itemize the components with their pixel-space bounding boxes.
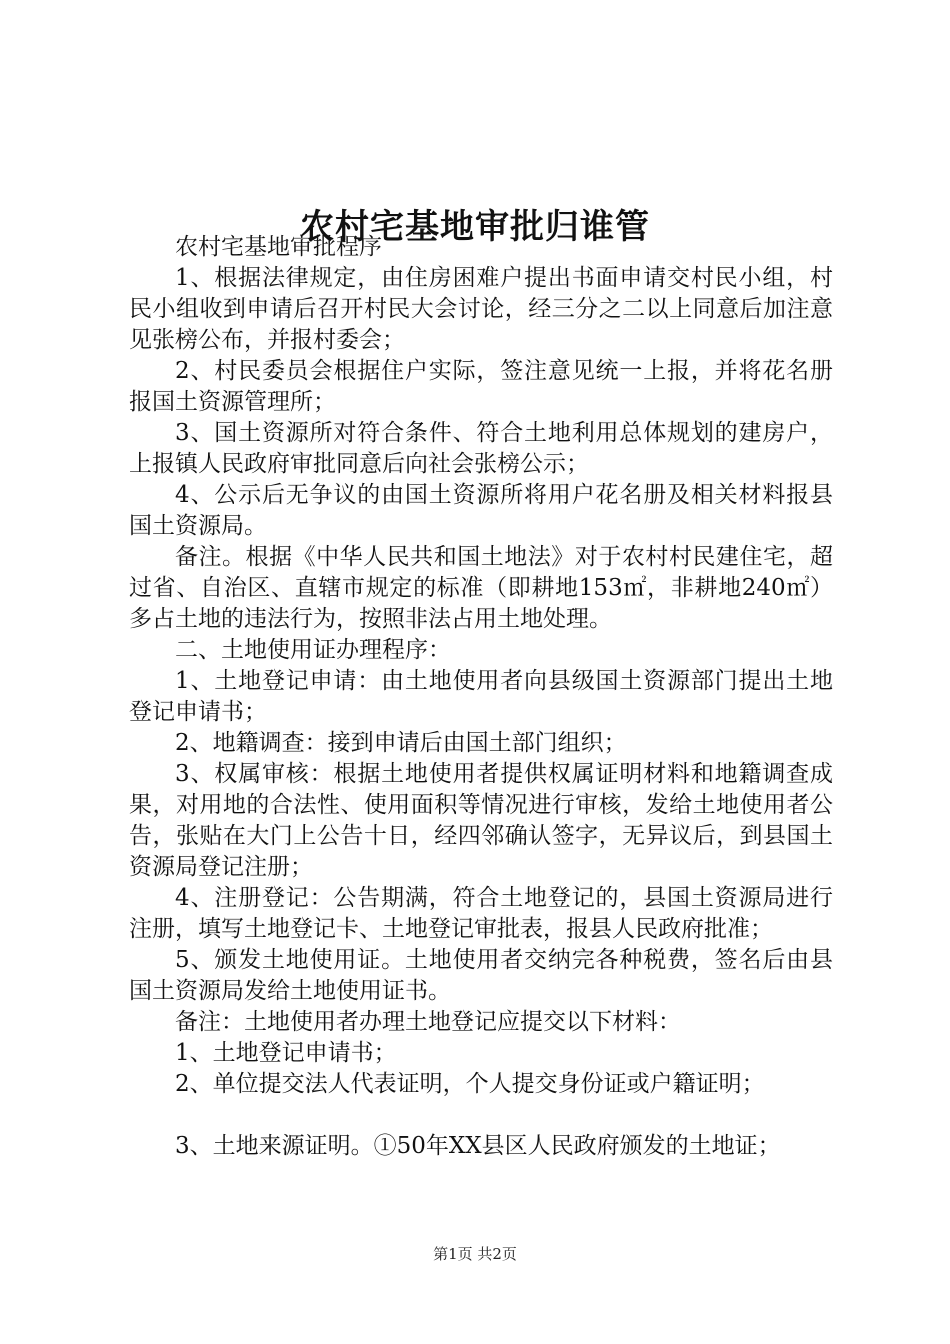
document-body <box>129 232 833 1162</box>
paragraph-cert-step-3: 3、权属审核：根据土地使用者提供权属证明材料和地籍调查成果，对用地的合法性、使用面积等情况进行审核，发给土地使用者公告，张贴在大门上公告十日，经四邻确认签字，无异议后，到县国土资源局登记注册； <box>129 761 833 880</box>
paragraph-cert-step-4: 4、注册登记：公告期满，符合土地登记的，县国土资源局进行注册，填写土地登记卡、土地登记审批表，报县人民政府批准； <box>129 885 833 942</box>
paragraph-materials-note: 备注：土地使用者办理土地登记应提交以下材料： <box>175 1009 681 1035</box>
paragraph-cert-step-5: 5、颁发土地使用证。土地使用者交纳完各种税费，签名后由县国土资源局发给土地使用证书。 <box>129 947 833 1004</box>
paragraph-section-heading: 农村宅基地审批程序 <box>175 234 382 260</box>
paragraph-step-1: 1、根据法律规定，由住房困难户提出书面申请交村民小组，村民小组收到申请后召开村民大会讨论，经三分之二以上同意后加注意见张榜公布，并报村委会； <box>129 265 833 353</box>
document-title: 农村宅基地审批归谁管 <box>300 206 650 247</box>
paragraph-note: 备注。根据《中华人民共和国土地法》对于农村村民建住宅，超过省、自治区、直辖市规定的标准（即耕地153㎡，非耕地240㎡）多占土地的违法行为，按照非法占用土地处理。 <box>129 544 833 632</box>
paragraph-material-2: 2、单位提交法人代表证明，个人提交身份证或户籍证明； <box>175 1071 765 1097</box>
paragraph-step-2: 2、村民委员会根据住户实际，签注意见统一上报，并将花名册报国土资源管理所； <box>129 358 833 415</box>
paragraph-cert-step-1: 1、土地登记申请：由土地使用者向县级国土资源部门提出土地登记申请书； <box>129 668 833 725</box>
paragraph-subsection-heading: 二、土地使用证办理程序： <box>175 637 451 663</box>
paragraph-step-3: 3、国土资源所对符合条件、符合土地利用总体规划的建房户，上报镇人民政府审批同意后向社会张榜公示； <box>129 420 833 477</box>
paragraph-cert-step-2: 2、地籍调查：接到申请后由国土部门组织； <box>175 730 627 756</box>
paragraph-step-4: 4、公示后无争议的由国土资源所将用户花名册及相关材料报县国土资源局。 <box>129 482 833 539</box>
paragraph-material-1: 1、土地登记申请书； <box>175 1040 397 1066</box>
page-number-footer: 第1页 共2页 <box>433 1245 517 1263</box>
paragraph-material-3: 3、土地来源证明。①50年XX县区人民政府颁发的土地证； <box>175 1133 781 1159</box>
